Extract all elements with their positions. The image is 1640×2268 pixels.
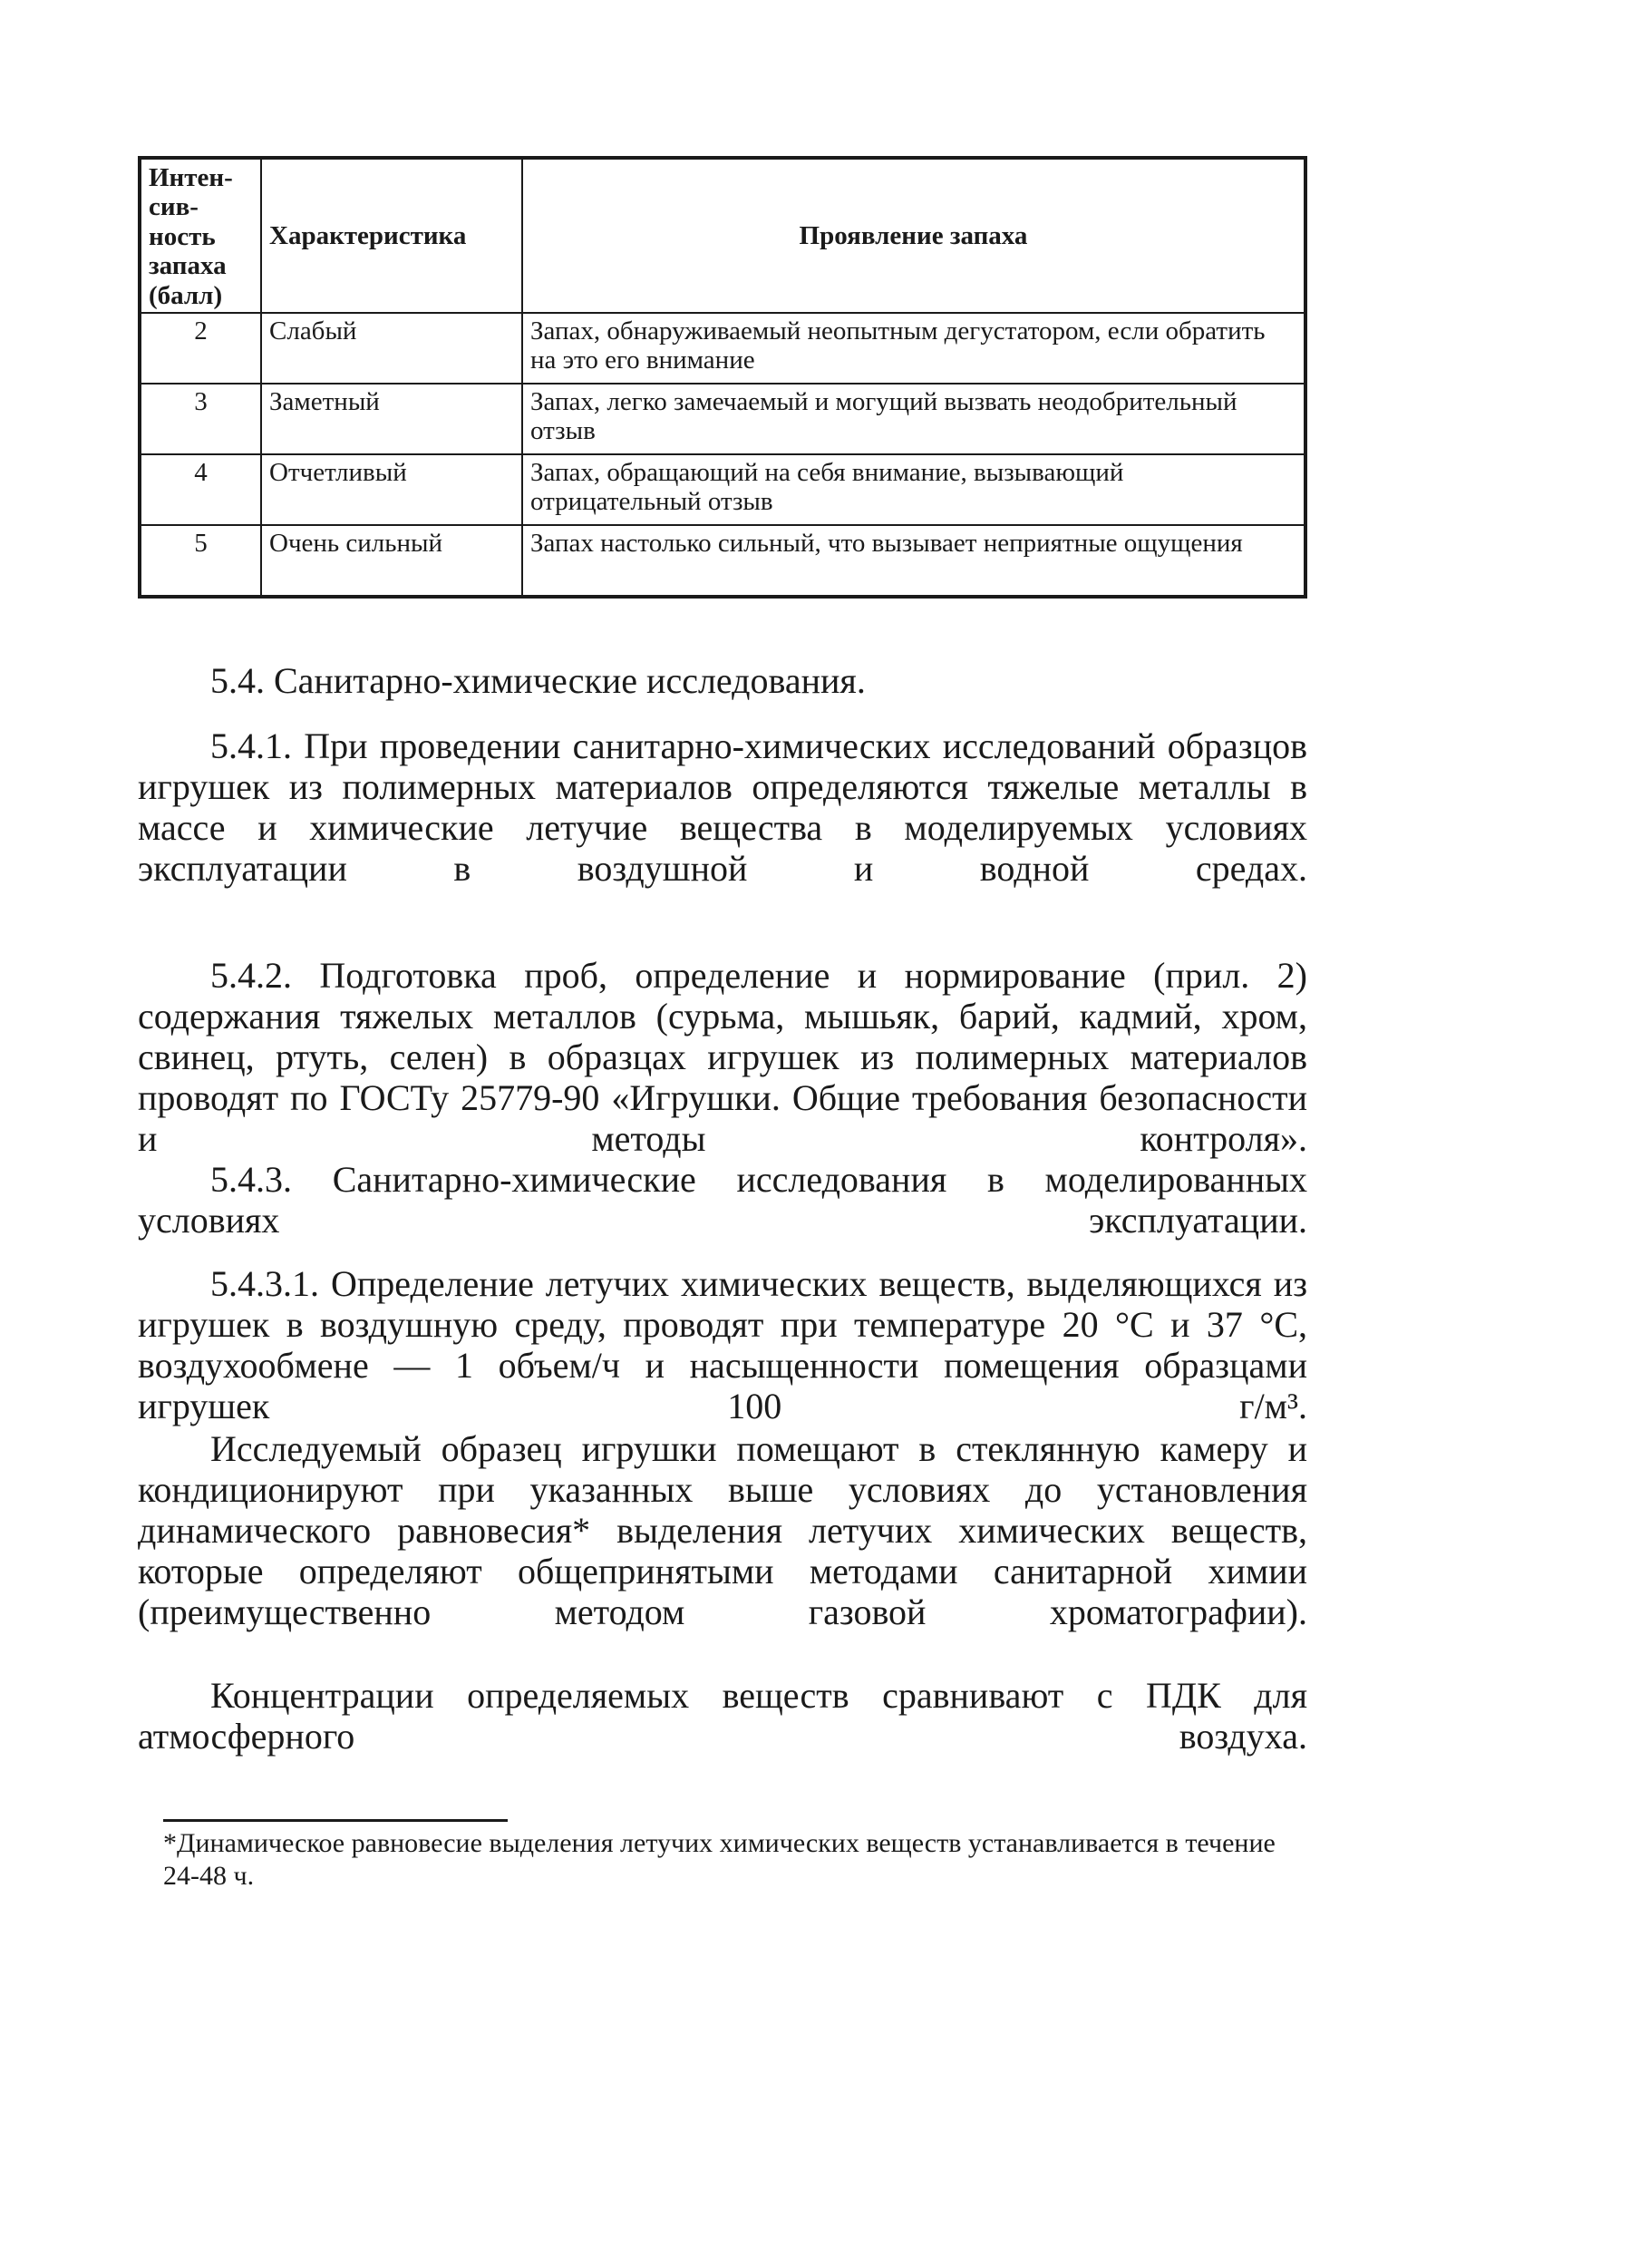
odor-intensity-table <box>138 156 1307 599</box>
cell-manifestation: Запах, легко замечаемый и могущий вызвать неодобрительный отзыв <box>522 384 1305 454</box>
table-row <box>140 313 1305 384</box>
table-row <box>140 384 1305 454</box>
header-intensity: Интен-сив-ность запаха (балл) <box>140 158 261 313</box>
cell-characteristic: Слабый <box>261 313 522 384</box>
cell-score: 3 <box>140 384 261 454</box>
paragraph-5-4-3-1: 5.4.3.1. Определение летучих химических веществ, выделяющихся из игрушек в воздушную среду, проводят при температуре 20 °С и 37 °С, воздухообмене — 1 объем/ч и насыщенности помещения образцами игрушек 100 г/м³. <box>138 1263 1307 1426</box>
header-characteristic: Характеристика <box>261 158 522 313</box>
cell-manifestation: Запах, обращающий на себя внимание, вызывающий отрицательный отзыв <box>522 454 1305 525</box>
paragraph-concentration: Концентрации определяемых веществ сравнивают с ПДК для атмосферного воздуха. <box>138 1675 1307 1757</box>
cell-manifestation: Запах настолько сильный, что вызывает неприятные ощущения <box>522 525 1305 597</box>
cell-characteristic: Отчетливый <box>261 454 522 525</box>
cell-score: 4 <box>140 454 261 525</box>
table-row <box>140 525 1305 597</box>
paragraph-5-4-3: 5.4.3. Санитарно-химические исследования в моделированных условиях эксплуатации. <box>138 1159 1307 1241</box>
footnote-text: *Динамическое равновесие выделения летучих химических веществ устанавливается в течение 24-48 ч. <box>163 1828 1276 1891</box>
cell-characteristic: Заметный <box>261 384 522 454</box>
cell-score: 5 <box>140 525 261 597</box>
section-5-4-heading: 5.4. Санитарно-химические исследования. <box>210 660 866 701</box>
header-manifestation: Проявление запаха <box>522 158 1305 313</box>
cell-score: 2 <box>140 313 261 384</box>
paragraph-5-4-2: 5.4.2. Подготовка проб, определение и нормирование (прил. 2) содержания тяжелых металлов (сурьма, мышьяк, барий, кадмий, хром, свинец, ртуть, селен) в образцах игрушек из полимерных материалов проводят по ГОСТу 25779-90 «Игрушки. Общие требования безопасности и методы контроля». <box>138 955 1307 1159</box>
paragraph-5-4-1: 5.4.1. При проведении санитарно-химических исследований образцов игрушек из полимерных материалов определяются тяжелые металлы в массе и химические летучие вещества в моделируемых условиях эксплуатации в воздушной и водной средах. <box>138 725 1307 889</box>
footnote-divider <box>163 1819 508 1822</box>
cell-manifestation: Запах, обнаруживаемый неопытным дегустатором, если обратить на это его внимание <box>522 313 1305 384</box>
cell-characteristic: Очень сильный <box>261 525 522 597</box>
paragraph-sample-procedure: Исследуемый образец игрушки помещают в стеклянную камеру и кондиционируют при указанных выше условиях до установления динамического равновесия* выделения летучих химических веществ, которые определяют общепринятыми методами санитарной химии (преимущественно методом газовой хроматографии). <box>138 1428 1307 1632</box>
table-row <box>140 454 1305 525</box>
table-header-row <box>140 158 1305 313</box>
